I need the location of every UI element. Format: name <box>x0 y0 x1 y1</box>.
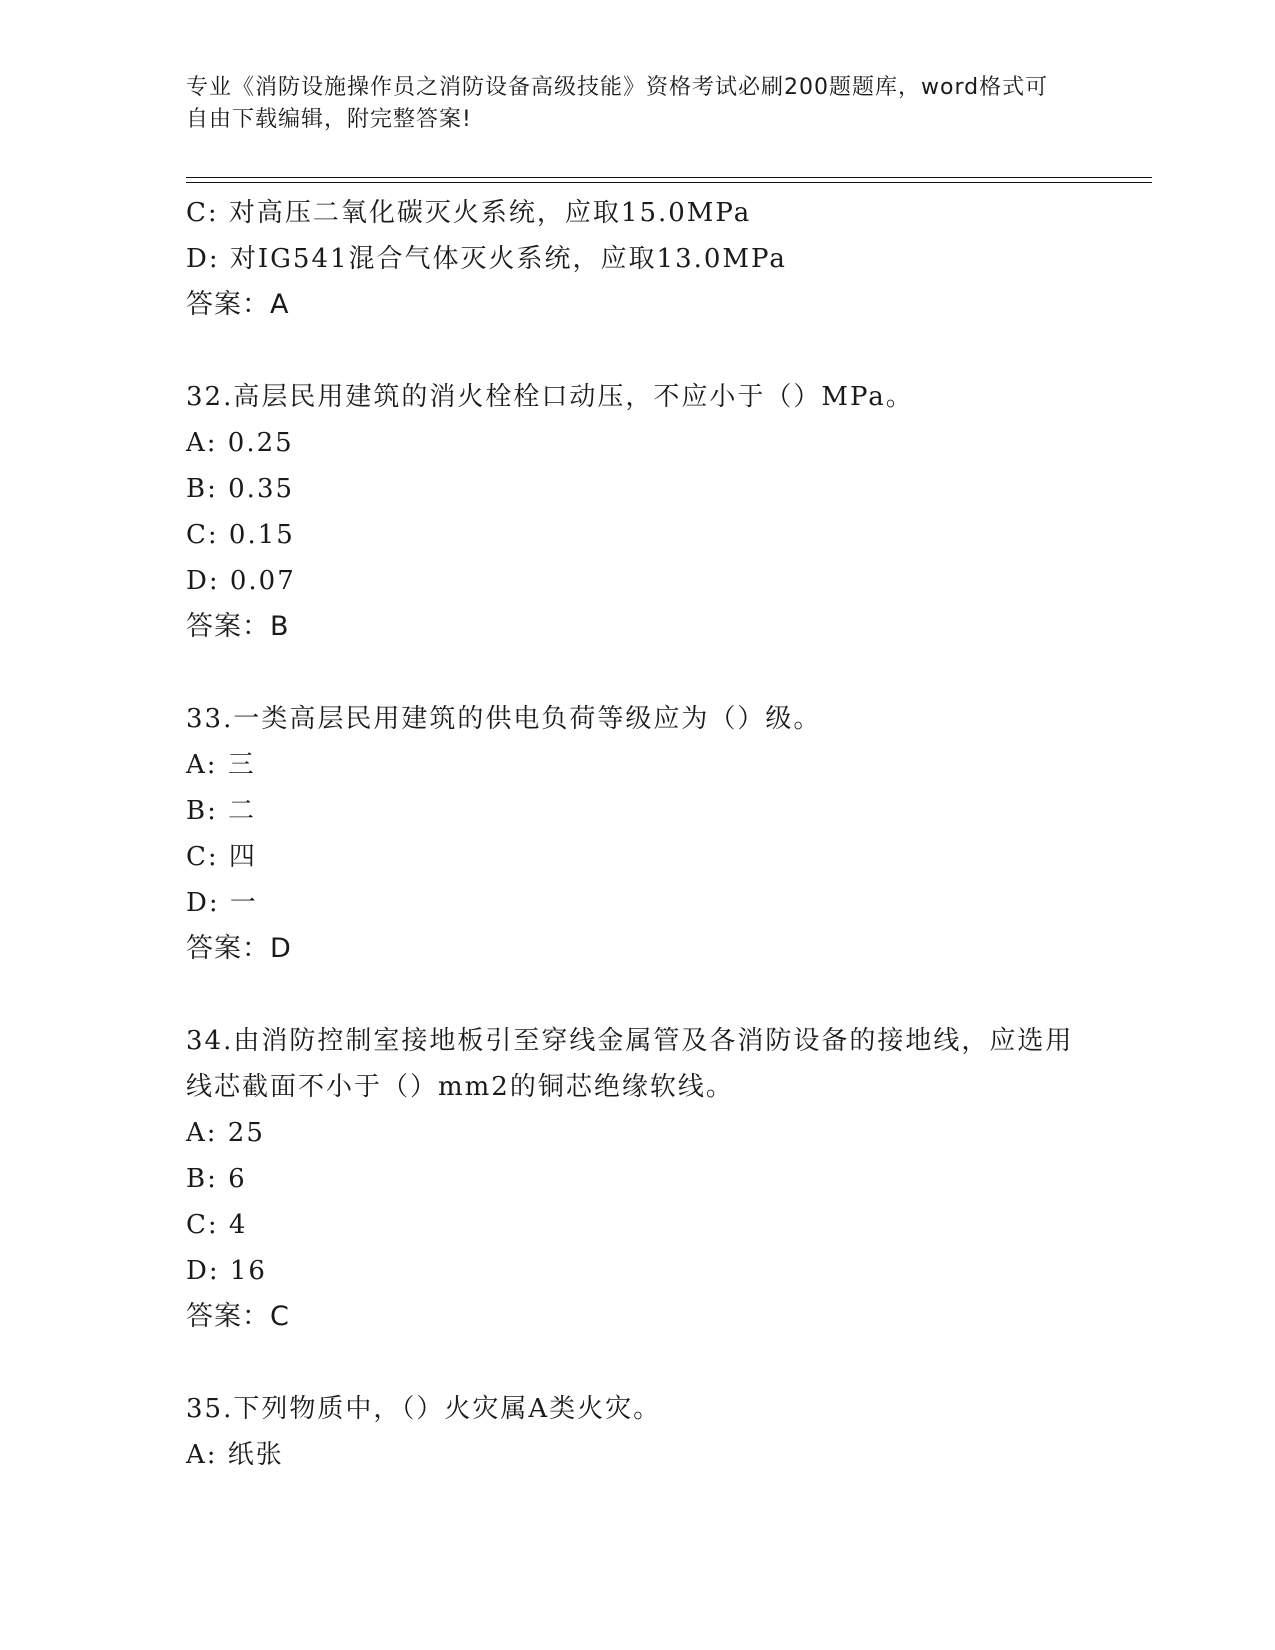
spacer <box>186 328 1086 374</box>
answer-line: 答案：D <box>186 933 292 964</box>
spacer <box>186 1340 1086 1386</box>
option-c: C: 对高压二氧化碳灭火系统，应取15.0MPa <box>186 198 752 228</box>
question-stem: 34.由消防控制室接地板引至穿线金属管及各消防设备的接地线，应选用线芯截面不小于（）mm2的铜芯绝缘软线。 <box>186 1026 1074 1102</box>
option-b: B: 0.35 <box>186 474 295 504</box>
option-c: C: 4 <box>186 1210 248 1240</box>
spacer <box>186 972 1086 1018</box>
document-header: 专业《消防设施操作员之消防设备高级技能》资格考试必刷200题题库，word格式可自由下载编辑，附完整答案! <box>186 75 1049 132</box>
answer-line: 答案：C <box>186 1301 290 1332</box>
option-c: C: 0.15 <box>186 520 295 550</box>
option-d: D: 一 <box>186 888 258 918</box>
spacer <box>186 650 1086 696</box>
option-d: D: 0.07 <box>186 566 296 596</box>
question-list <box>186 190 1086 1478</box>
header-divider-bottom <box>186 182 1152 183</box>
option-b: B: 6 <box>186 1164 247 1194</box>
answer-line: 答案：B <box>186 611 290 642</box>
option-a: A: 25 <box>186 1118 265 1148</box>
option-a: A: 0.25 <box>186 428 294 458</box>
option-b: B: 二 <box>186 796 257 826</box>
question-stem: 33.一类高层民用建筑的供电负荷等级应为（）级。 <box>186 704 822 734</box>
option-d: D: 对IG541混合气体灭火系统，应取13.0MPa <box>186 244 787 274</box>
option-d: D: 16 <box>186 1256 267 1286</box>
option-a: A: 三 <box>186 750 256 780</box>
answer-line: 答案：A <box>186 289 290 320</box>
question-stem: 32.高层民用建筑的消火栓栓口动压，不应小于（）MPa。 <box>186 382 914 412</box>
header-divider-top <box>186 177 1152 178</box>
option-a: A: 纸张 <box>186 1440 284 1470</box>
option-c: C: 四 <box>186 842 257 872</box>
question-stem: 35.下列物质中，（）火灾属A类火灾。 <box>186 1394 662 1424</box>
